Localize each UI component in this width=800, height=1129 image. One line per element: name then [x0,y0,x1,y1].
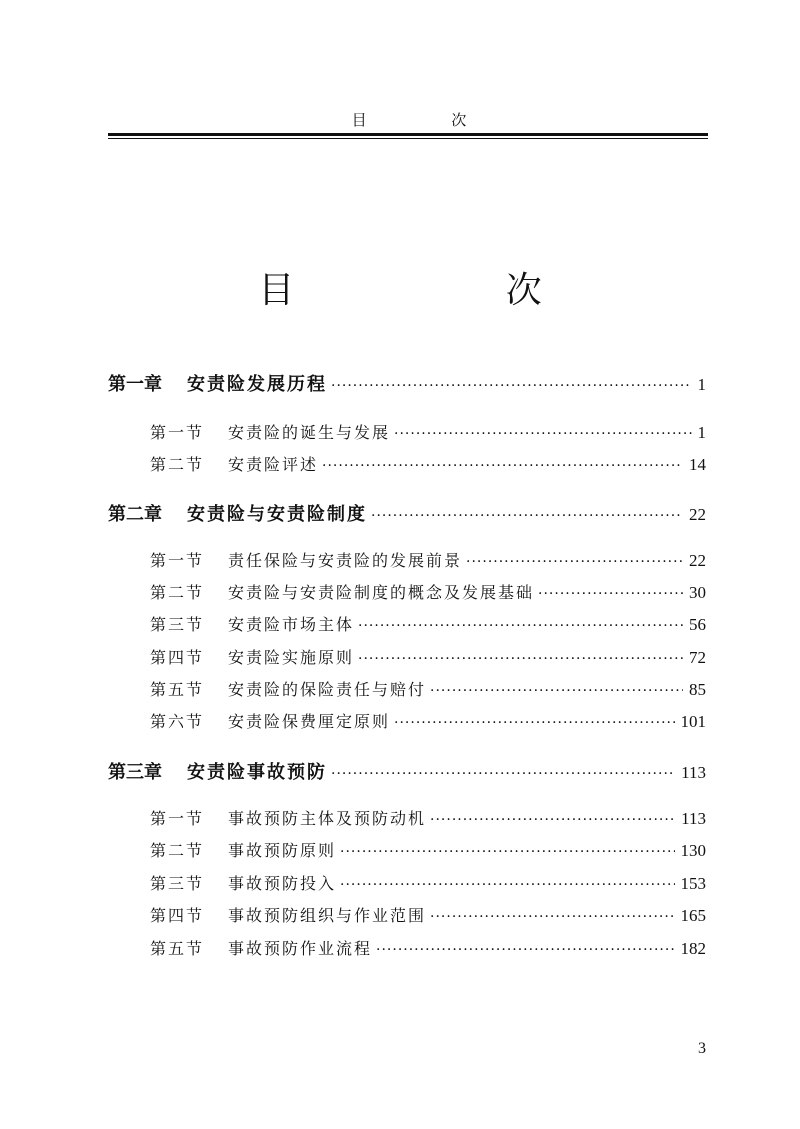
toc-entry-title: 安责险市场主体 [228,615,355,634]
toc-leader-dots [430,683,683,699]
toc-entry-page: 101 [680,712,706,731]
toc-leader-dots [340,844,674,860]
toc-leader-dots [430,909,674,925]
toc-entry-title: 事故预防原则 [228,841,337,860]
toc-chapter-entry [108,500,706,526]
toc-section-entry [150,580,706,603]
toc-entry-title: 安责险事故预防 [187,762,327,783]
toc-entry-number: 第一节 [150,423,205,442]
toc-entry-page: 72 [689,648,706,667]
toc-section-entry [150,452,706,475]
toc-entry-number: 第一章 [108,374,162,395]
toc-entry-number: 第二节 [150,455,205,474]
toc-entry-number: 第六节 [150,712,205,731]
toc-entry-page: 130 [680,841,706,860]
toc-entry-page: 22 [689,505,706,524]
toc-section-entry [150,806,706,829]
toc-entry-page: 153 [680,874,706,893]
toc-leader-dots [394,715,674,731]
toc-entry-number: 第三节 [150,615,205,634]
toc-entry-number: 第三节 [150,874,205,893]
toc-section-entry [150,838,706,861]
toc-entry-title: 责任保险与安责险的发展前景 [228,551,463,570]
toc-entry-number: 第五节 [150,680,205,699]
toc-entry-page: 1 [697,375,706,394]
toc-entry-number: 第一节 [150,809,205,828]
toc-leader-dots [358,618,683,634]
toc-entry-number: 第一节 [150,551,205,570]
toc-section-entry [150,709,706,732]
toc-entry-number: 第五节 [150,939,205,958]
toc-leader-dots [358,651,683,667]
page-title: 目 次 [258,270,642,311]
toc-section-entry [150,903,706,926]
toc-entry-page: 165 [680,906,706,925]
toc-entry-number: 第二节 [150,583,205,602]
toc-entry-page: 85 [689,680,706,699]
toc-chapter-entry [108,370,706,396]
toc-leader-dots [466,554,683,570]
toc-entry-page: 30 [689,583,706,602]
toc-entry-page: 56 [689,615,706,634]
toc-entry-title: 安责险评述 [228,455,319,474]
toc-leader-dots [430,812,675,828]
page-number: 3 [698,1040,706,1057]
toc-leader-dots [322,458,683,474]
toc-entry-page: 113 [681,763,706,782]
toc-leader-dots [371,508,683,524]
toc-entry-title: 安责险与安责险制度的概念及发展基础 [228,583,535,602]
toc-chapter-entry [108,758,706,784]
toc-section-entry [150,871,706,894]
toc-entry-number: 第四节 [150,648,205,667]
toc-entry-number: 第二章 [108,504,162,525]
toc-entry-number: 第二节 [150,841,205,860]
toc-entry-title: 安责险保费厘定原则 [228,712,391,731]
toc-leader-dots [538,586,683,602]
toc-leader-dots [331,766,675,782]
toc-entry-title: 安责险的诞生与发展 [228,423,391,442]
toc-section-entry [150,936,706,959]
toc-entry-title: 事故预防组织与作业范围 [228,906,427,925]
toc-leader-dots [394,426,691,442]
toc-entry-page: 22 [689,551,706,570]
toc-entry-page: 113 [681,809,706,828]
toc-entry-number: 第四节 [150,906,205,925]
toc-section-entry [150,420,706,443]
running-head: 目 次 [351,111,507,129]
toc-entry-page: 14 [689,455,706,474]
toc-entry-title: 事故预防主体及预防动机 [228,809,427,828]
toc-entry-number: 第三章 [108,762,162,783]
toc-leader-dots [340,877,674,893]
toc-section-entry [150,548,706,571]
toc-entry-page: 182 [680,939,706,958]
toc-section-entry [150,645,706,668]
toc-entry-page: 1 [697,423,706,442]
toc-entry-title: 安责险的保险责任与赔付 [228,680,427,699]
toc-section-entry [150,677,706,700]
toc-section-entry [150,612,706,635]
toc-entry-title: 安责险实施原则 [228,648,355,667]
toc-leader-dots [331,378,692,394]
toc-entry-title: 安责险发展历程 [187,374,327,395]
toc-entry-title: 事故预防作业流程 [228,939,373,958]
toc-leader-dots [376,942,674,958]
toc-entry-title: 事故预防投入 [228,874,337,893]
toc-entry-title: 安责险与安责险制度 [187,504,367,525]
